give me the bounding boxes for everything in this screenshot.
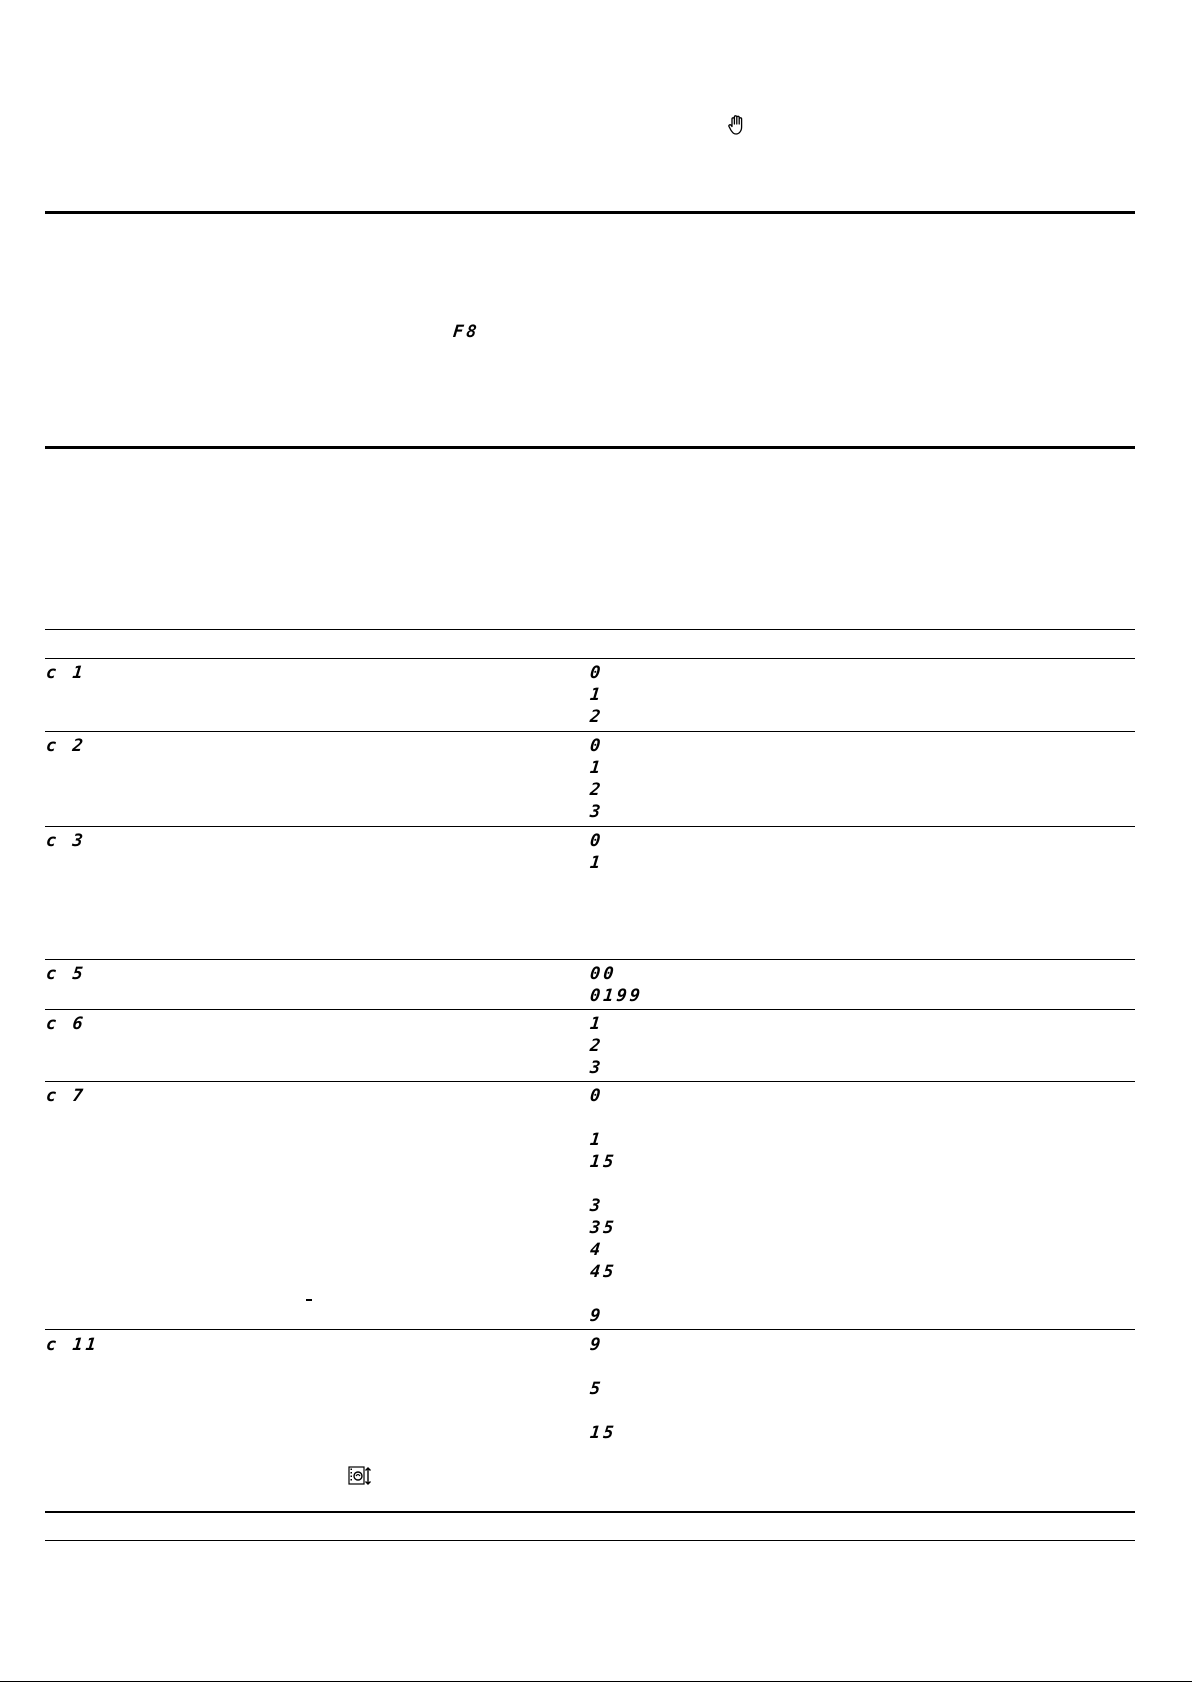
setting-code-c6: c 6 xyxy=(44,1014,87,1034)
setting-value: 2 xyxy=(588,780,605,800)
setting-value: 0 xyxy=(588,663,605,683)
setting-value: 3 xyxy=(588,1196,605,1216)
setting-code-c1: c 1 xyxy=(44,663,87,683)
section-divider-top xyxy=(45,211,1135,214)
setting-code-c2: c 2 xyxy=(44,736,87,756)
setting-value: 1 xyxy=(588,1014,605,1034)
row-divider xyxy=(45,1081,1135,1082)
setting-code-c11: c 11 xyxy=(44,1335,101,1355)
page-footer-rule xyxy=(0,1681,1192,1682)
hand-icon xyxy=(727,114,747,136)
setting-value: 00 xyxy=(588,964,618,984)
error-code: F8 xyxy=(451,322,481,342)
extractor-fan-icon xyxy=(348,1466,372,1486)
setting-value: 15 xyxy=(588,1423,618,1443)
setting-value: 1 xyxy=(588,758,605,778)
setting-value: 2 xyxy=(588,707,605,727)
setting-value: 1 xyxy=(588,853,605,873)
row-divider xyxy=(45,731,1135,732)
setting-value: 1 xyxy=(588,685,605,705)
setting-value: 0 xyxy=(588,831,605,851)
setting-value: 9 xyxy=(588,1306,605,1326)
row-divider xyxy=(45,959,1135,960)
row-divider xyxy=(45,1009,1135,1010)
minus-symbol xyxy=(306,1299,312,1301)
setting-code-c5: c 5 xyxy=(44,964,87,984)
setting-value: 3 xyxy=(588,802,605,822)
setting-value: 45 xyxy=(588,1262,618,1282)
setting-value: 3 xyxy=(588,1058,605,1078)
setting-value: 35 xyxy=(588,1218,618,1238)
setting-value: 2 xyxy=(588,1036,605,1056)
setting-code-c3: c 3 xyxy=(44,831,87,851)
setting-value: 4 xyxy=(588,1240,605,1260)
setting-value: 1 xyxy=(588,1130,605,1150)
row-divider xyxy=(45,1329,1135,1330)
table-end-rule xyxy=(45,1540,1135,1541)
row-divider xyxy=(45,826,1135,827)
table-header-bottom-rule xyxy=(45,658,1135,659)
setting-value: 15 xyxy=(588,1152,618,1172)
setting-value: 0199 xyxy=(588,986,645,1006)
setting-value: 9 xyxy=(588,1335,605,1355)
section-divider-middle xyxy=(45,446,1135,449)
setting-value: 0 xyxy=(588,1086,605,1106)
setting-code-c7: c 7 xyxy=(44,1086,87,1106)
table-header-rule xyxy=(45,629,1135,630)
table-bottom-rule xyxy=(45,1511,1135,1513)
setting-value: 0 xyxy=(588,736,605,756)
setting-value: 5 xyxy=(588,1379,605,1399)
